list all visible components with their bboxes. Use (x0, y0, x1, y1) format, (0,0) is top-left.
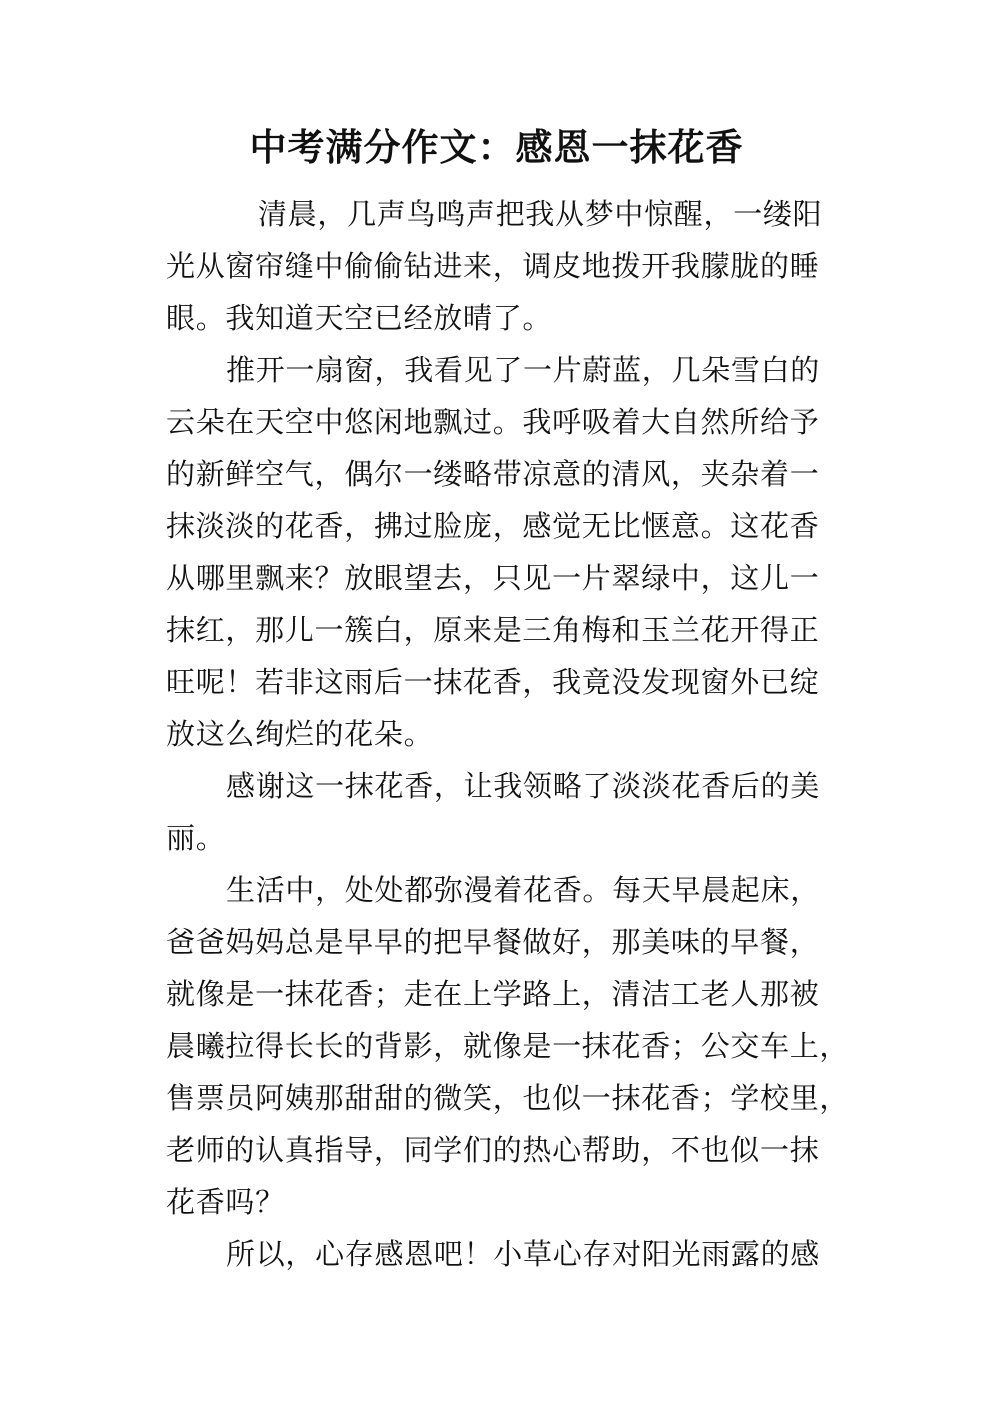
text-line: 所以，心存感恩吧！小草心存对阳光雨露的感 (226, 1237, 821, 1271)
text-line: 从哪里飘来？放眼望去，只见一片翠绿中，这儿一 (166, 561, 820, 595)
text-line: 清晨，几声鸟鸣声把我从梦中惊醒，一缕阳 (258, 197, 823, 231)
text-line: 生活中，处处都弥漫着花香。每天早晨起床， (226, 873, 821, 907)
text-line: 的新鲜空气，偶尔一缕略带凉意的清风，夹杂着一 (166, 457, 820, 491)
text-line: 售票员阿姨那甜甜的微笑，也似一抹花香；学校里， (166, 1081, 850, 1115)
text-line: 旺呢！若非这雨后一抹花香，我竟没发现窗外已绽 (166, 665, 820, 699)
text-line: 眼。我知道天空已经放晴了。 (166, 301, 553, 335)
text-line: 爸爸妈妈总是早早的把早餐做好，那美味的早餐， (166, 925, 820, 959)
text-line: 放这么绚烂的花朵。 (166, 717, 434, 751)
text-line: 云朵在天空中悠闲地飘过。我呼吸着大自然所给予 (166, 405, 820, 439)
text-line: 推开一扇窗，我看见了一片蔚蓝，几朵雪白的 (226, 353, 821, 387)
text-line: 晨曦拉得长长的背影，就像是一抹花香；公交车上， (166, 1029, 850, 1063)
text-line: 抹红，那儿一簇白，原来是三角梅和玉兰花开得正 (166, 613, 820, 647)
text-line: 感谢这一抹花香，让我领略了淡淡花香后的美 (226, 769, 821, 803)
text-line: 抹淡淡的花香，拂过脸庞，感觉无比惬意。这花香 (166, 509, 820, 543)
text-line: 丽。 (166, 821, 226, 855)
document-title: 中考满分作文：感恩一抹花香 (249, 126, 744, 169)
text-line: 老师的认真指导，同学们的热心帮助，不也似一抹 (166, 1133, 820, 1167)
text-line: 花香吗？ (166, 1185, 285, 1219)
text-line: 就像是一抹花香；走在上学路上，清洁工老人那被 (166, 977, 820, 1011)
text-line: 光从窗帘缝中偷偷钻进来，调皮地拨开我朦胧的睡 (166, 249, 820, 283)
